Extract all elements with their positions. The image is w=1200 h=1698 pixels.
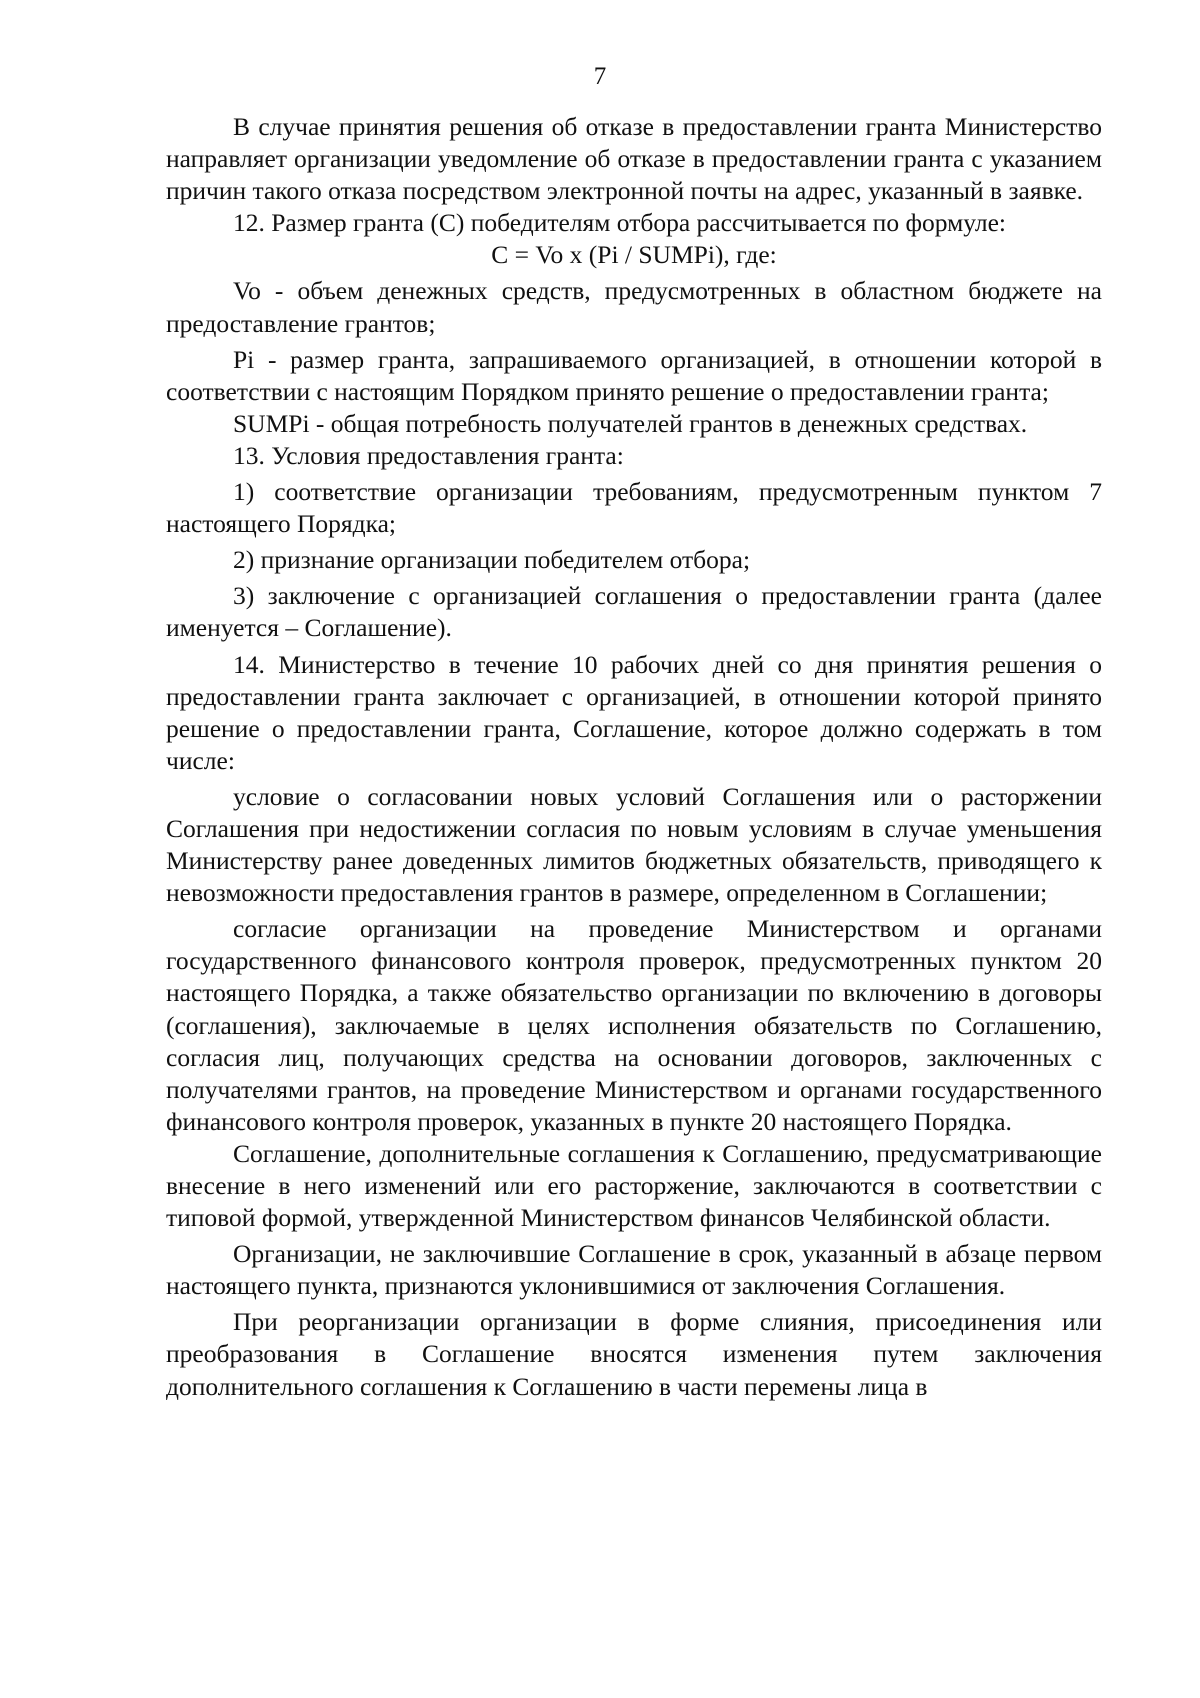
paragraph-refusal-notice: В случае принятия решения об отказе в предоставлении гранта Министерство направляет организации уведомление об отказе в предоставлении гранта с указанием причин такого отказа посредством электронной почты на адрес, указанный в заявке. [166,112,1102,206]
paragraph-reorganization: При реорганизации организации в форме слияния, присоединения или преобразования в Соглашение вносятся изменения путем заключения дополнительного соглашения к Соглашению в части перемены лица в [166,1307,1102,1401]
condition-item-3: 3) заключение с организацией соглашения о предоставлении гранта (далее именуется – Соглашение). [166,581,1102,643]
grant-formula: С = Vo х (Pi / SUMPi), где: [491,240,777,270]
paragraph-sumpi-definition: SUMPi - общая потребность получателей грантов в денежных средствах. [233,408,1028,438]
paragraph-evasion: Организации, не заключившие Соглашение в срок, указанный в абзаце первом настоящего пункта, признаются уклонившимися от заключения Соглашения. [166,1239,1102,1301]
paragraph-inspection-consent: согласие организации на проведение Министерством и органами государственного финансового контроля проверок, предусмотренных пунктом 20 настоящего Порядка, а также обязательство организации по включению в договоры (соглашения), заключаемые в целях исполнения обязательств по Соглашению, согласия лиц, получающих средства на основании договоров, заключенных с получателями грантов, на проведение Министерством и органами государственного финансового контроля проверок, указанных в пункте 20 настоящего Порядка. [166,914,1102,1136]
paragraph-12-grant-size: 12. Размер гранта (С) победителям отбора рассчитывается по формуле: [233,208,1006,238]
paragraph-agreement-renegotiation: условие о согласовании новых условий Соглашения или о расторжении Соглашения при недостижении согласия по новым условиям в случае уменьшения Министерству ранее доведенных лимитов бюджетных обязательств, приводящего к невозможности предоставления грантов в размере, определенном в Соглашении; [166,781,1102,908]
paragraph-agreement-form: Соглашение, дополнительные соглашения к Соглашению, предусматривающие внесение в него изменений или его расторжение, заключаются в соответствии с типовой формой, утвержденной Министерством финансов Челябинской области. [166,1138,1102,1233]
condition-item-1: 1) соответствие организации требованиям, предусмотренным пунктом 7 настоящего Порядка; [166,477,1102,539]
paragraph-vo-definition: Vo - объем денежных средств, предусмотренных в областном бюджете на предоставление грантов; [166,276,1102,338]
condition-item-2: 2) признание организации победителем отбора; [233,545,751,575]
page-number: 7 [593,63,607,90]
document-body [166,111,1102,1403]
paragraph-pi-definition: Pi - размер гранта, запрашиваемого организацией, в отношении которой в соответствии с настоящим Порядком принято решение о предоставлении гранта; [166,344,1102,406]
paragraph-14-agreement: 14. Министерство в течение 10 рабочих дней со дня принятия решения о предоставлении гранта заключает с организацией, в отношении которой принято решение о предоставлении гранта, Соглашение, которое должно содержать в том числе: [166,649,1102,775]
paragraph-13-conditions: 13. Условия предоставления гранта: [233,440,624,470]
